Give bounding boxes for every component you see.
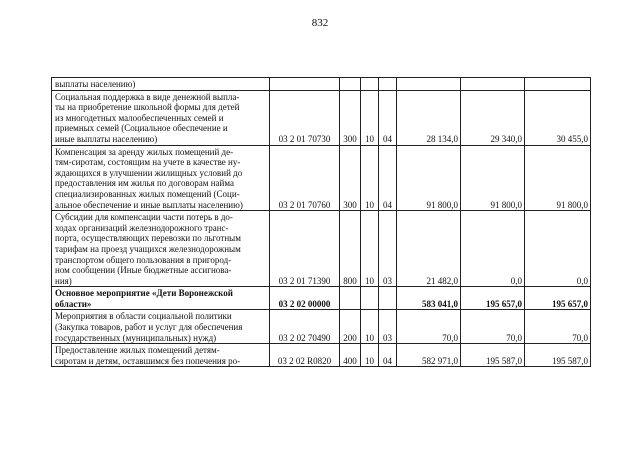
budget-code-cell [270,78,340,91]
table-row [52,211,591,287]
amount-year3-cell: 91 800,0 [525,145,591,211]
section-cell [361,287,379,310]
budget-code-cell: 03 2 01 70730 [270,90,340,145]
item-name-line: Основное мероприятие «Дети Воронежской [55,288,233,299]
item-name-line: области» [55,298,92,309]
subsection-cell: 03 [379,310,397,344]
section-cell: 10 [361,310,379,344]
item-name-line: предоставления им жилья по договорам найма [55,178,234,189]
section-cell: 10 [361,90,379,145]
amount-year3-cell: 70,0 [525,310,591,344]
item-name-line: государственных (муниципальных) нужд) [55,332,217,343]
table-row [52,344,591,367]
expense-type-cell: 300 [340,145,361,211]
item-name-line: Предоставление жилых помещений детям- [55,345,220,356]
amount-year2-cell: 29 340,0 [461,90,525,145]
item-name-line: приемных семей (Социальное обеспечение и [55,123,228,134]
expense-type-cell [340,78,361,91]
item-name-line: тям-сиротам, состоящим на учете в качестве ну- [55,157,241,168]
item-name-line: альное обеспечение и иные выплаты населению) [55,199,243,210]
section-cell [361,78,379,91]
subsection-cell [379,78,397,91]
item-name-line: ном сообщении (Иные бюджетные ассигнова- [55,265,232,276]
table-body [52,78,591,367]
budget-code-cell: 03 2 01 71390 [270,211,340,287]
item-name-cell [52,90,270,145]
table-row [52,145,591,211]
amount-year2-cell: 0,0 [461,211,525,287]
subsection-cell: 04 [379,90,397,145]
table-row [52,287,591,310]
expense-type-cell: 200 [340,310,361,344]
section-cell: 10 [361,145,379,211]
item-name-line: Компенсация за аренду жилых помещений де- [55,146,234,157]
amount-year1-cell: 91 800,0 [397,145,461,211]
expense-type-cell: 400 [340,344,361,367]
item-name-line: иные выплаты населению) [55,133,158,144]
item-name-line: (Закупка товаров, работ и услуг для обеспечения [55,322,243,333]
table-row [52,90,591,145]
subsection-cell: 03 [379,211,397,287]
expense-type-cell [340,287,361,310]
item-name-line: выплаты населению) [55,79,136,89]
budget-table [51,77,591,367]
amount-year1-cell [397,78,461,91]
item-name-line: тарифам на проезд учащихся железнодорожным [55,243,241,254]
amount-year3-cell [525,78,591,91]
budget-code-cell: 03 2 01 70760 [270,145,340,211]
table-row [52,78,591,91]
budget-code-cell: 03 2 02 00000 [270,287,340,310]
item-name-line: транспортом общего пользования в пригород- [55,254,232,265]
amount-year1-cell: 583 041,0 [397,287,461,310]
amount-year1-cell: 582 971,0 [397,344,461,367]
item-name-line: Социальная поддержка в виде денежной выпла- [55,91,240,102]
item-name-line: из многодетных малообеспеченных семей и [55,112,224,123]
amount-year1-cell: 70,0 [397,310,461,344]
item-name-line: ходах организаций железнодорожного транс- [55,222,229,233]
item-name-cell [52,145,270,211]
item-name-line: Мероприятия в области социальной политики [55,311,232,322]
item-name-line: ния) [55,275,72,286]
budget-code-cell: 03 2 02 R0820 [270,344,340,367]
amount-year1-cell: 21 482,0 [397,211,461,287]
table-row [52,310,591,344]
amount-year2-cell [461,78,525,91]
item-name-line: порта, осуществляющих перевозки по льготным [55,233,241,244]
item-name-cell [52,310,270,344]
amount-year3-cell: 195 657,0 [525,287,591,310]
amount-year3-cell: 195 587,0 [525,344,591,367]
budget-code-cell: 03 2 02 70490 [270,310,340,344]
subsection-cell: 04 [379,344,397,367]
amount-year1-cell: 28 134,0 [397,90,461,145]
item-name-line: специализированных жилых помещений (Соци- [55,188,240,199]
section-cell: 10 [361,344,379,367]
section-cell: 10 [361,211,379,287]
amount-year3-cell: 0,0 [525,211,591,287]
item-name-cell [52,78,270,91]
page-number: 832 [311,17,329,29]
expense-type-cell: 800 [340,211,361,287]
item-name-cell [52,287,270,310]
amount-year2-cell: 70,0 [461,310,525,344]
amount-year3-cell: 30 455,0 [525,90,591,145]
item-name-line: сиротам и детям, оставшимся без попечения ро- [55,355,241,366]
item-name-cell [52,344,270,367]
subsection-cell: 04 [379,145,397,211]
item-name-cell [52,211,270,287]
subsection-cell [379,287,397,310]
amount-year2-cell: 195 587,0 [461,344,525,367]
amount-year2-cell: 91 800,0 [461,145,525,211]
item-name-line: ты на приобретение школьной формы для детей [55,102,240,113]
item-name-line: Субсидии для компенсации части потерь в до- [55,212,233,223]
item-name-line: ждающихся в улучшении жилищных условий до [55,167,243,178]
expense-type-cell: 300 [340,90,361,145]
amount-year2-cell: 195 657,0 [461,287,525,310]
